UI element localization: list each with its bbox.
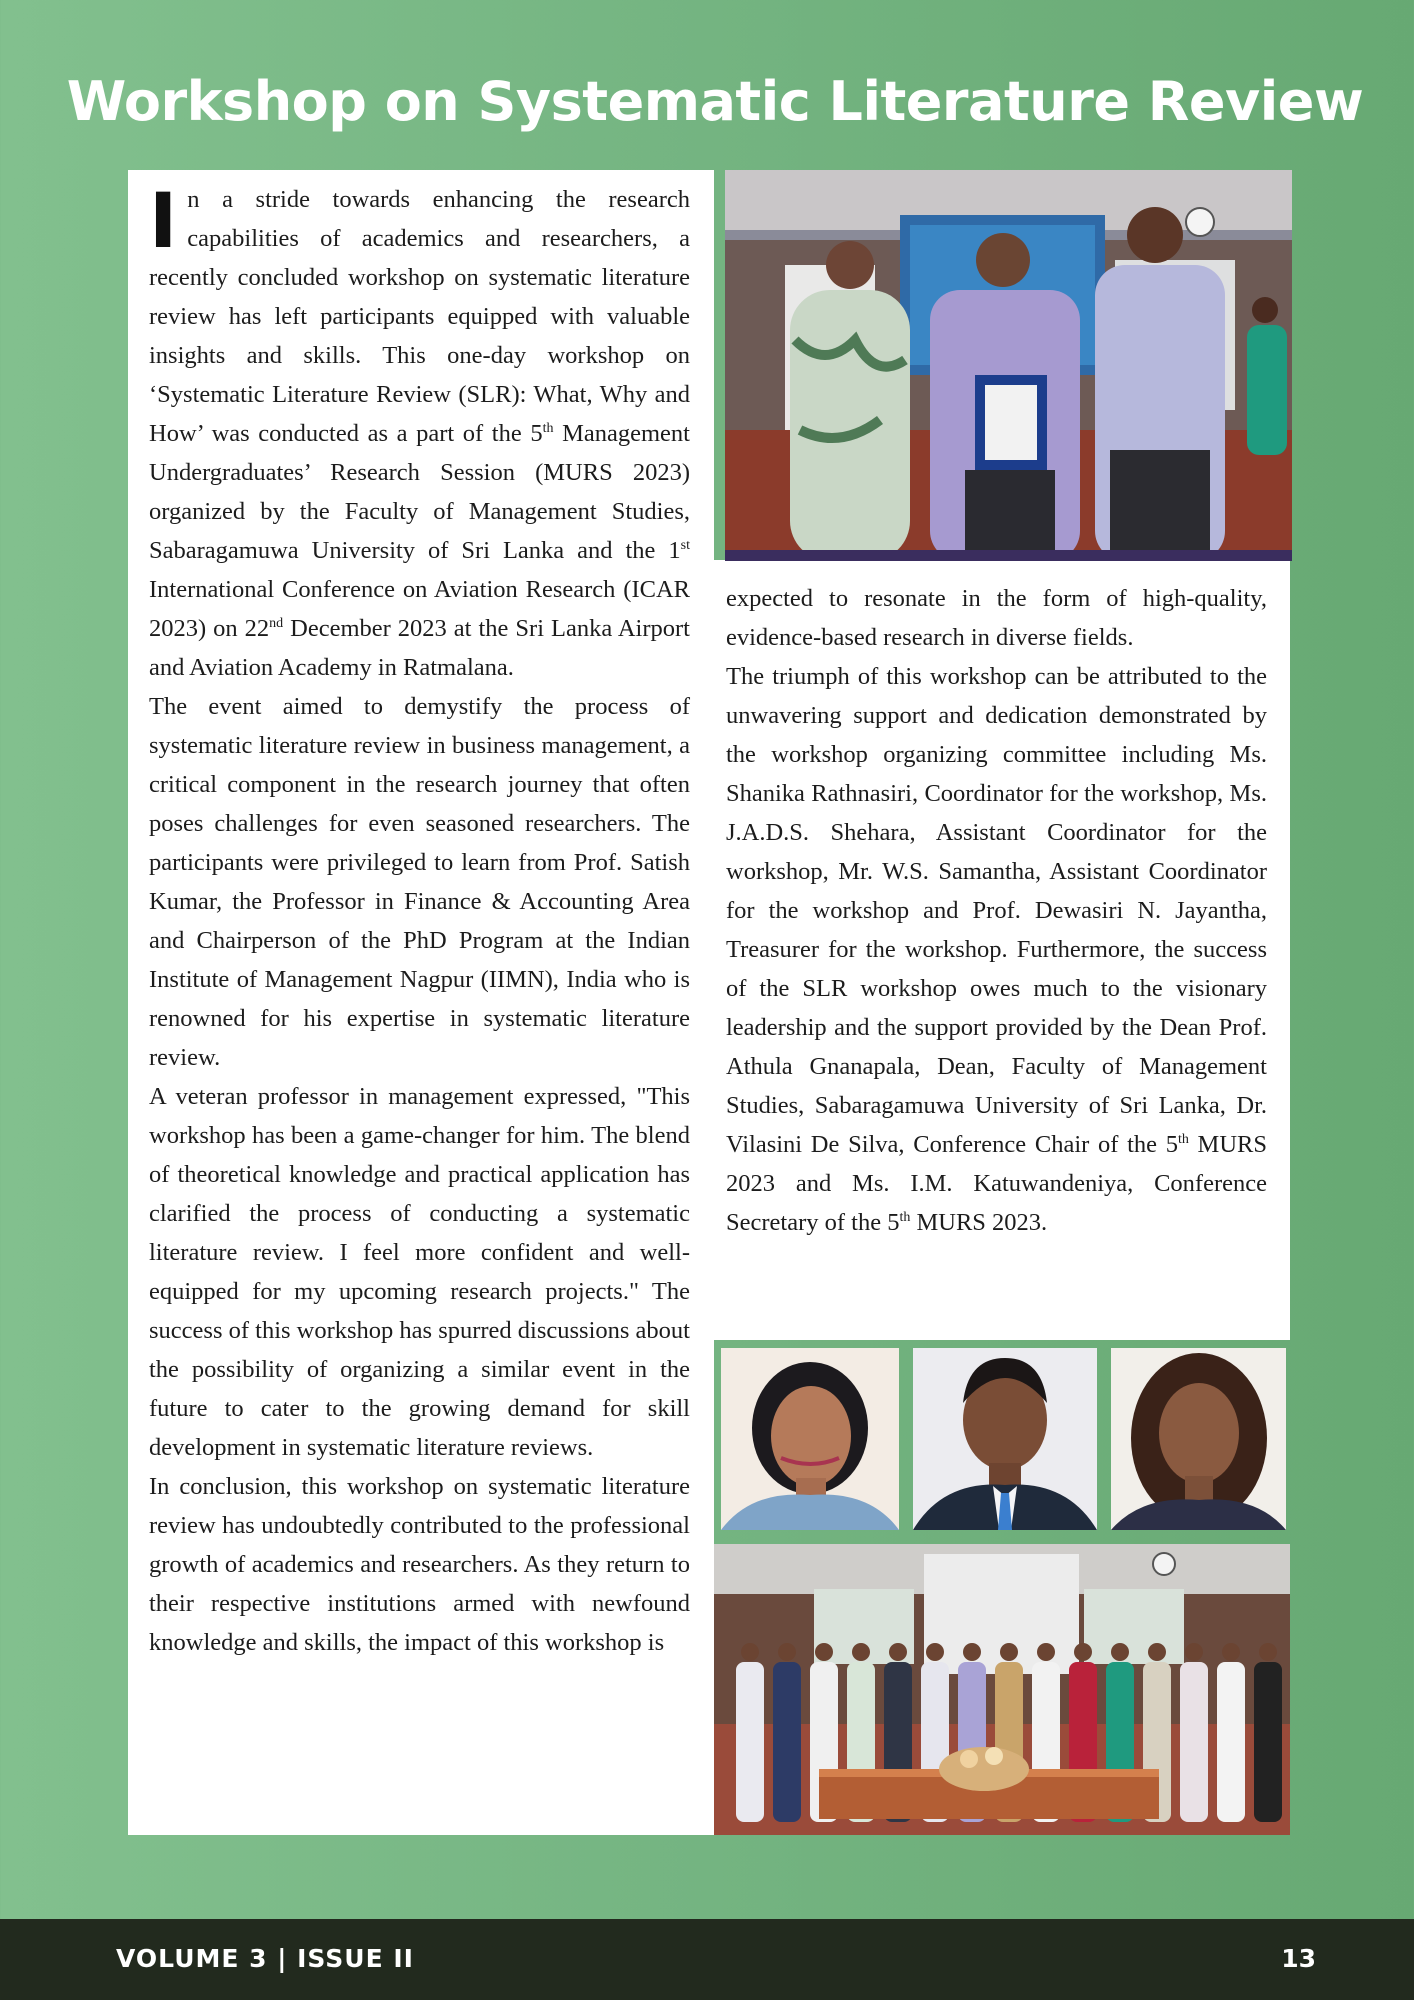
footer-bar [0,1919,1414,2000]
group-photo [714,1544,1290,1835]
paragraph-acknowledgements: The triumph of this workshop can be attributed to the unwavering support and dedication demonstrated by the workshop organizing committee including Ms. Shanika Rathnasiri, Coordinator for the workshop, Ms. J.A.D.S. Shehara, Assistant Coordinator for the workshop, Mr. W.S. Samantha, Assistant Coordinator for the workshop and Prof. Dewasiri N. Jayantha, Treasurer for the workshop. Furthermore, the success of the SLR workshop owes much to the visionary leadership and the support provided by the Dean Prof. Athula Gnanapala, Dean, Faculty of Management Studies, Sabaragamuwa University of Sri Lanka, Dr. Vilasini De Silva, Conference Chair of the 5th MURS 2023 and Ms. I.M. Katuwandeniya, Conference Secretary of the 5th MURS 2023. [726,663,1267,1236]
paragraph-quote: A veteran professor in management expressed, "This workshop has been a game-changer for him. The blend of theoretical knowledge and practical application has clarified the process of conducting a systematic literature review. I feel more confident and well-equipped for my upcoming research projects." The success of this workshop has spurred discussions about the possibility of organizing a similar event in the future to cater to the growing demand for skill development in systematic literature reviews. [149,1083,690,1461]
award-presentation-photo [725,170,1292,561]
portrait-photo-2 [913,1348,1097,1530]
left-column-text [149,176,690,1662]
portrait-photo-3 [1111,1348,1286,1530]
paragraph-aim: The event aimed to demystify the process of systematic literature review in business management, a critical component in the research journey that often poses challenges for even seasoned researchers. The participants were privileged to learn from Prof. Satish Kumar, the Professor in Finance & Accounting Area and Chairperson of the PhD Program at the Indian Institute of Management Nagpur (IIMN), India who is renowned for his expertise in systematic literature review. [149,693,690,1071]
paragraph-intro: In a stride towards enhancing the research capabilities of academics and researchers, a recently concluded workshop on systematic literature review has left participants equipped with valuable insights and skills. This one-day workshop on ‘Systematic Literature Review (SLR): What, Why and How’ was conducted as a part of the 5th Management Undergraduates’ Research Session (MURS 2023) organized by the Faculty of Management Studies, Sabaragamuwa University of Sri Lanka and the 1st International Conference on Aviation Research (ICAR 2023) on 22nd December 2023 at the Sri Lanka Airport and Aviation Academy in Ratmalana. [149,176,690,681]
drop-cap: I [149,176,178,265]
issue-label: VOLUME 3 | ISSUE II [116,1944,414,1973]
portrait-photo-1 [721,1348,899,1530]
paragraph-continued: expected to resonate in the form of high-quality, evidence-based research in diverse fields. [726,585,1267,651]
page-number: 13 [1281,1944,1316,1973]
paragraph-conclusion: In conclusion, this workshop on systematic literature review has undoubtedly contributed to the professional growth of academics and researchers. As they return to their respective institutions armed with newfound knowledge and skills, the impact of this workshop is [149,1473,690,1656]
right-column-text [726,579,1267,1242]
page-title: Workshop on Systematic Literature Review [66,70,1364,133]
